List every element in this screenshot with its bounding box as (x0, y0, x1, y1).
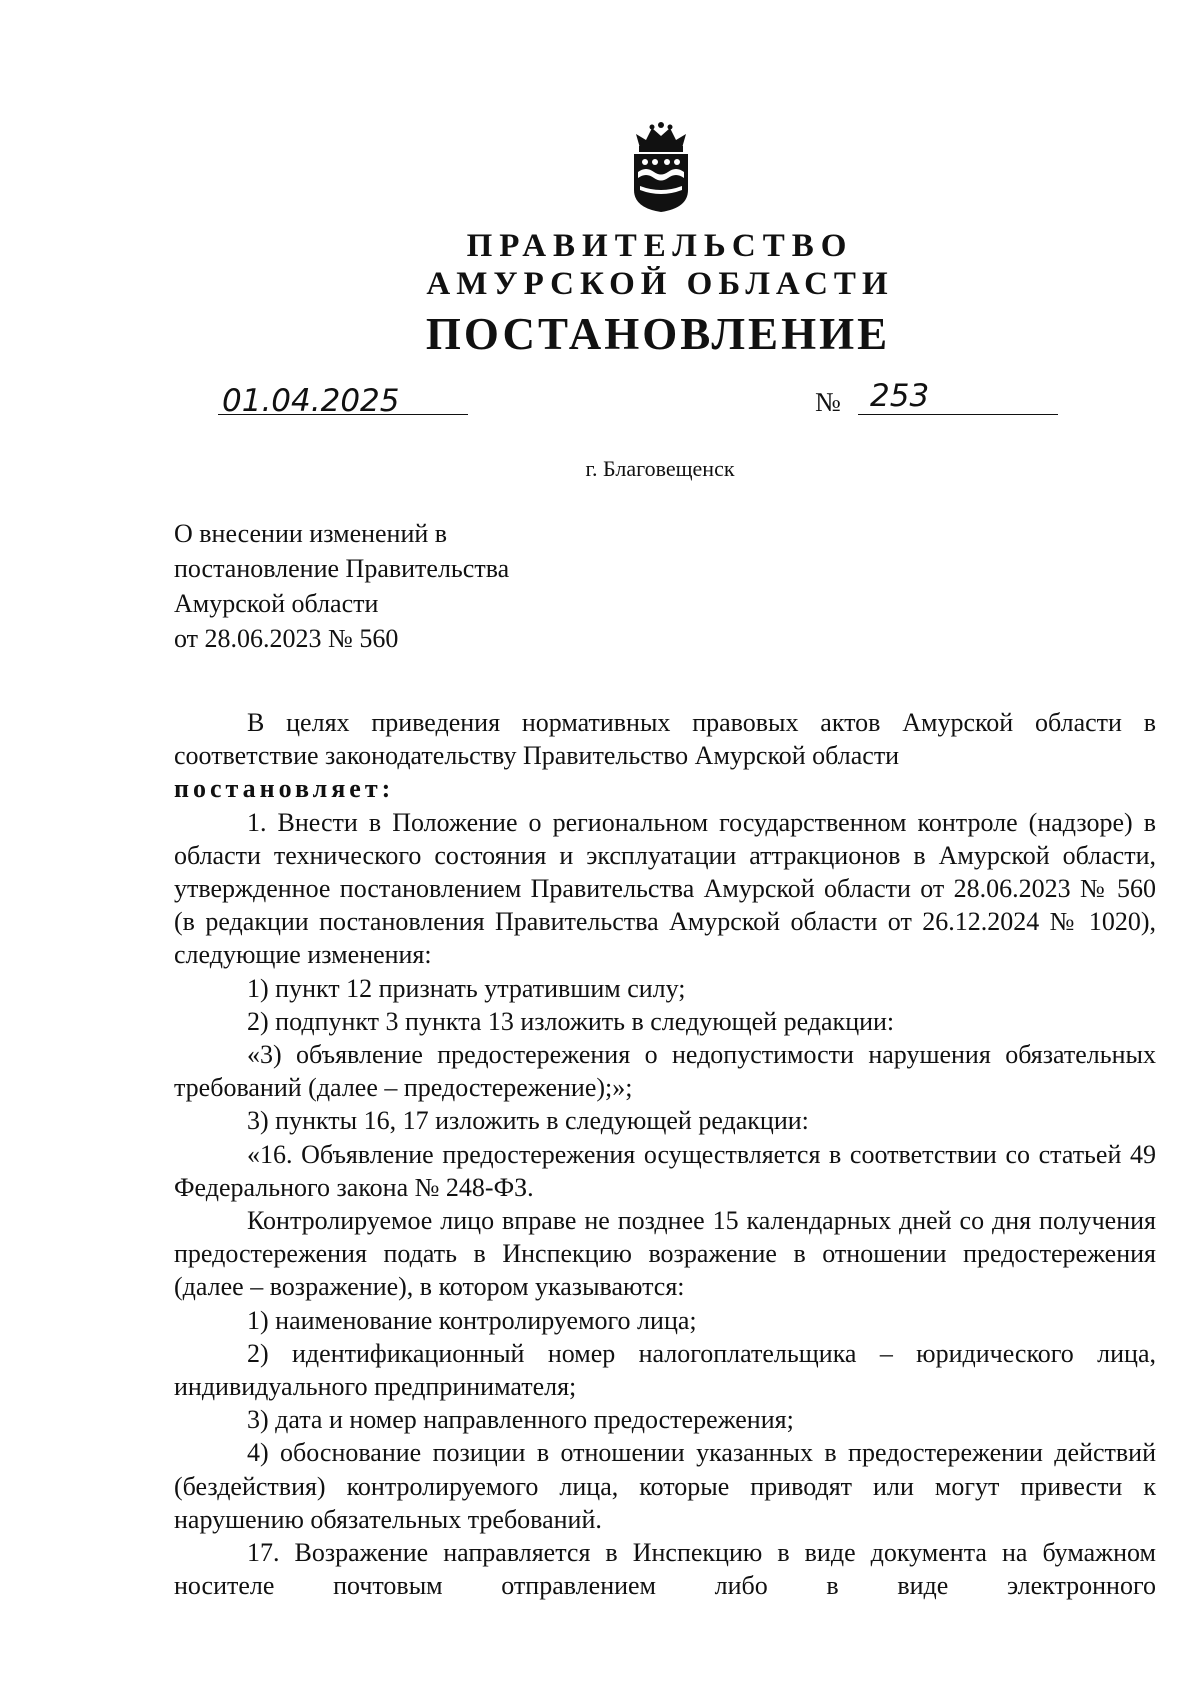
body-paragraph: 4) обоснование позиции в отношении указанных в предостережении действий (бездействия) контролируемого лица, которые приводят или могут привести к нарушению обязательных требований. (174, 1438, 1156, 1534)
issue-city: г. Благовещенск (585, 456, 735, 481)
subject-line: О внесении изменений в (174, 519, 448, 548)
document-body (174, 706, 1156, 1602)
subject-line: постановление Правительства (174, 554, 510, 583)
document-subject (174, 516, 509, 656)
amur-region-coat-of-arms-icon (626, 122, 696, 214)
subject-line: Амурской области (174, 589, 379, 618)
body-paragraph: 1) пункт 12 признать утратившим силу; (247, 973, 686, 1003)
document-date-handwritten: 01.04.2025 (222, 383, 400, 419)
body-paragraph: 2) подпункт 3 пункта 13 изложить в следующей редакции: (247, 1006, 895, 1036)
subject-line: от 28.06.2023 № 560 (174, 624, 399, 653)
intro-paragraph: В целях приведения нормативных правовых актов Амурской области в соответствие законодательству Правительство Амурской области (174, 708, 1156, 771)
body-paragraph: 2) идентификационный номер налогоплательщика – юридического лица, индивидуального предпринимателя; (174, 1338, 1156, 1402)
organization-name-line2: АМУРСКОЙ ОБЛАСТИ (426, 266, 894, 302)
organization-name-line1: ПРАВИТЕЛЬСТВО (466, 228, 854, 264)
body-paragraph: Контролируемое лицо вправе не позднее 15 календарных дней со дня получения предостережения подать в Инспекцию возражение в отношении предостережения (далее – возражение), в котором указываются: (174, 1206, 1156, 1302)
document-type-title: ПОСТАНОВЛЕНИЕ (425, 309, 891, 359)
decree-word: постановляет: (174, 774, 395, 804)
body-paragraph: 3) дата и номер направленного предостережения; (247, 1405, 794, 1435)
body-paragraph: 17. Возражение направляется в Инспекцию в виде документа на бумажном носителе почтовым отправлением либо в виде электронного (174, 1538, 1156, 1601)
body-paragraph: 1. Внести в Положение о региональном государственном контроле (надзоре) в области технического состояния и эксплуатации аттракционов в Амурской области, утвержденное постановлением Правительства Амурской области от 28.06.2023 № 560 (в редакции постановления Правительства Амурской области от 26.12.2024 № 1020), следующие изменения: (174, 807, 1156, 970)
number-sign: № (815, 387, 841, 417)
body-paragraph: «3) объявление предостережения о недопустимости нарушения обязательных требований (далее – предостережение);»; (174, 1040, 1156, 1103)
body-paragraph: 3) пункты 16, 17 изложить в следующей редакции: (247, 1106, 809, 1136)
body-paragraph: 1) наименование контролируемого лица; (247, 1305, 697, 1335)
document-number-handwritten: 253 (870, 378, 930, 414)
body-paragraph: «16. Объявление предостережения осуществляется в соответствии со статьей 49 Федерального закона № 248-ФЗ. (174, 1139, 1156, 1202)
number-underline (858, 414, 1058, 415)
date-underline (218, 414, 468, 415)
